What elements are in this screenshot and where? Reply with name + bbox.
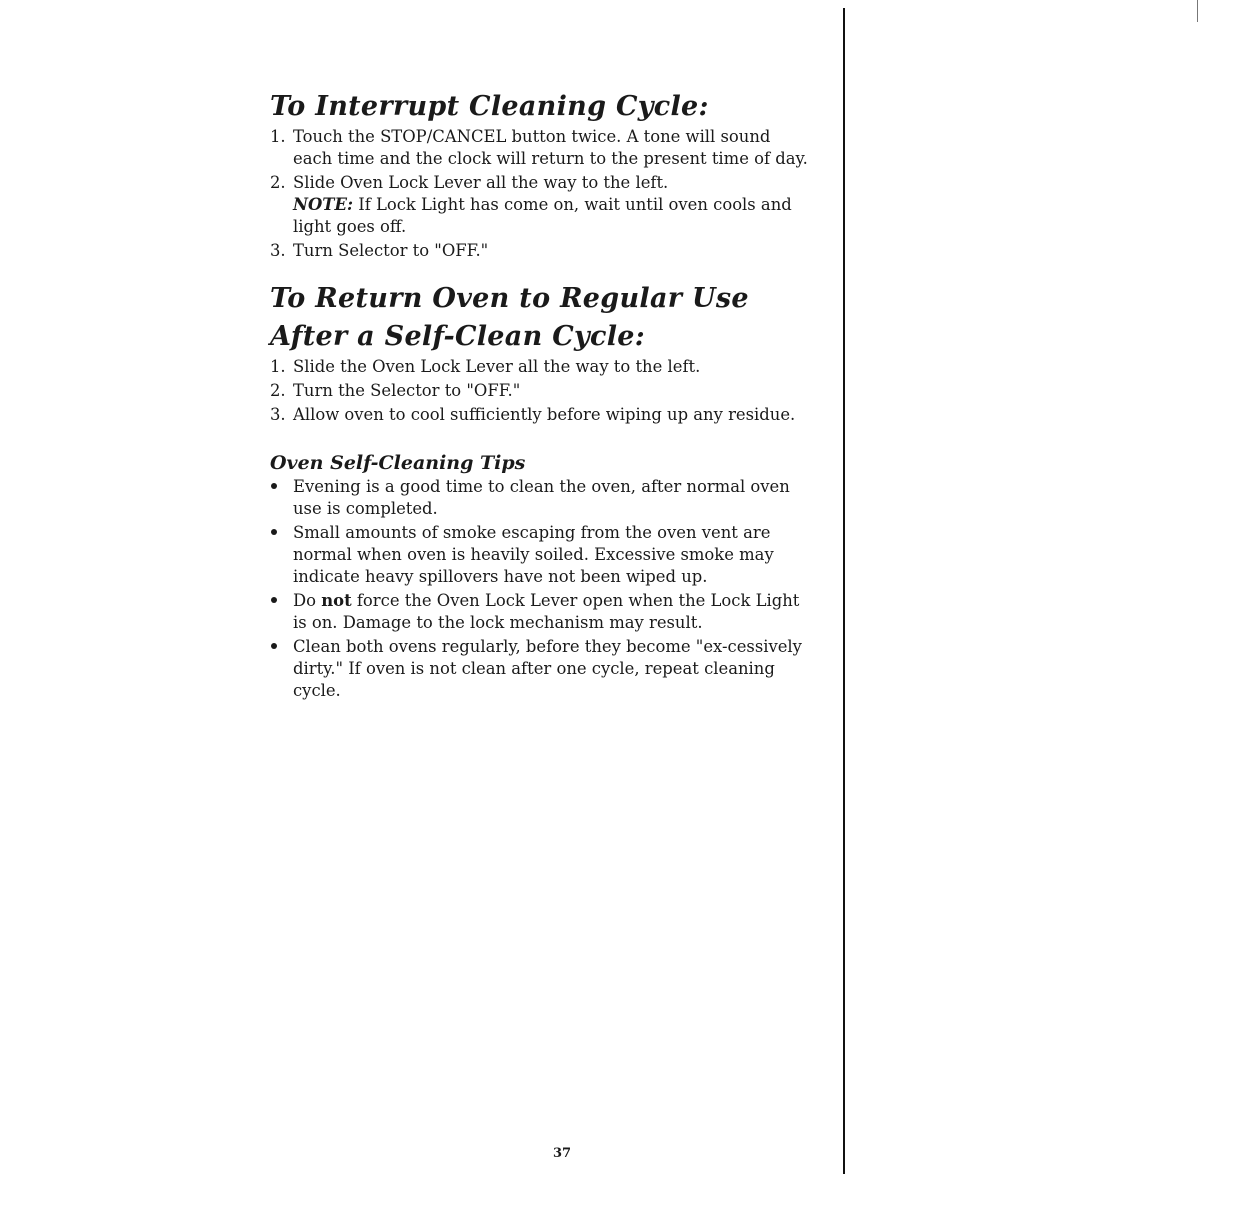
page-divider-line [843, 8, 845, 1174]
tip-text: Evening is a good time to clean the oven, after normal oven use is completed. [293, 477, 790, 518]
list-item [270, 590, 810, 634]
list-item [270, 356, 810, 378]
tip-text: Clean both ovens regularly, before they become "ex-cessively dirty." If oven is not clean after one cycle, repeat cleaning cycle. [293, 637, 802, 700]
step-text: Turn Selector to "OFF." [293, 241, 489, 260]
list-item [270, 522, 810, 588]
bullet-icon [271, 643, 277, 649]
return-heading-line-1: To Return Oven to Regular Use [270, 283, 749, 314]
bullet-icon [271, 483, 277, 489]
step-number: 1. [270, 127, 286, 146]
tip-emphasis: not [321, 591, 352, 610]
bullet-icon [271, 597, 277, 603]
step-text: Slide Oven Lock Lever all the way to the left. [293, 173, 669, 192]
step-text: Touch the STOP/CANCEL button twice. A tone will sound each time and the clock will return to the present time of day. [293, 127, 808, 168]
list-item [270, 476, 810, 520]
return-heading [270, 280, 810, 356]
note-text: If Lock Light has come on, wait until oven cools and light goes off. [293, 195, 792, 236]
step-number: 2. [270, 173, 286, 192]
step-number: 2. [270, 381, 286, 400]
tips-list [270, 476, 810, 702]
step-text: Slide the Oven Lock Lever all the way to the left. [293, 357, 701, 376]
page-column [270, 88, 810, 704]
list-item [270, 172, 810, 238]
interrupt-heading: To Interrupt Cleaning Cycle: [270, 91, 709, 122]
tip-text: Small amounts of smoke escaping from the oven vent are normal when oven is heavily soiled. Excessive smoke may indicate heavy spillovers have not been wiped up. [293, 523, 774, 586]
page-number: 37 [552, 1146, 572, 1161]
list-item [270, 126, 810, 170]
step-number: 1. [270, 357, 286, 376]
return-heading-line-2: After a Self-Clean Cycle: [270, 321, 646, 352]
tip-text-after: force the Oven Lock Lever open when the Lock Light is on. Damage to the lock mechanism may result. [293, 591, 800, 632]
tip-text-before: Do [293, 591, 322, 610]
return-steps [270, 356, 810, 426]
interrupt-steps [270, 126, 810, 262]
step-text: Turn the Selector to "OFF." [293, 381, 521, 400]
list-item [270, 636, 810, 702]
tips-heading: Oven Self-Cleaning Tips [270, 452, 526, 474]
list-item [270, 240, 810, 262]
note-label: NOTE: [293, 195, 354, 214]
step-text: Allow oven to cool sufficiently before wiping up any residue. [293, 405, 796, 424]
scan-edge-mark [1197, 0, 1198, 22]
list-item [270, 380, 810, 402]
step-number: 3. [270, 241, 286, 260]
step-number: 3. [270, 405, 286, 424]
bullet-icon [271, 529, 277, 535]
list-item [270, 404, 810, 426]
